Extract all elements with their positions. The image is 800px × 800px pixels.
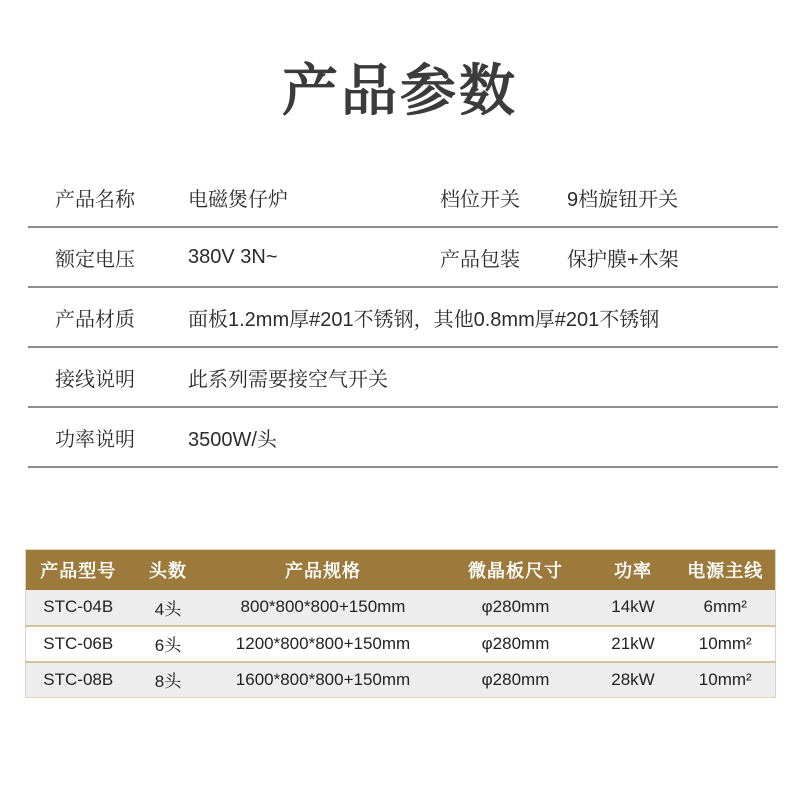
spec-label: 额定电压 xyxy=(55,248,135,271)
cell-plate: φ280mm xyxy=(441,626,591,662)
cell-size: 800*800*800+150mm xyxy=(206,590,441,626)
cell-heads: 4头 xyxy=(131,590,206,626)
spec-row-product-name xyxy=(28,168,778,228)
cell-size: 1600*800*800+150mm xyxy=(206,662,441,698)
spec-list xyxy=(28,168,778,468)
spec-row-wiring xyxy=(28,348,778,408)
spec-value: 3500W/头 xyxy=(188,428,277,451)
header-cell-model: 产品型号 xyxy=(26,550,131,590)
cell-heads: 6头 xyxy=(131,626,206,662)
params-table-wrap xyxy=(25,549,775,698)
cell-wire: 10mm² xyxy=(676,626,776,662)
cell-power: 21kW xyxy=(591,626,676,662)
table-row xyxy=(26,662,776,698)
spec-value: 电磁煲仔炉 xyxy=(188,188,288,211)
table-row xyxy=(26,590,776,626)
spec-label: 功率说明 xyxy=(55,428,135,451)
cell-power: 14kW xyxy=(591,590,676,626)
page-title: 产品参数 xyxy=(282,59,518,122)
spec-value: 380V 3N~ xyxy=(188,245,278,268)
cell-model: STC-06B xyxy=(26,626,131,662)
cell-wire: 10mm² xyxy=(676,662,776,698)
spec-label: 产品材质 xyxy=(55,308,135,331)
cell-model: STC-08B xyxy=(26,662,131,698)
spec-label: 产品名称 xyxy=(55,188,135,211)
spec-value: 保护膜+木架 xyxy=(567,248,679,271)
cell-size: 1200*800*800+150mm xyxy=(206,626,441,662)
cell-plate: φ280mm xyxy=(441,662,591,698)
params-table xyxy=(25,549,776,698)
spec-value: 9档旋钮开关 xyxy=(567,188,679,211)
header-cell-power: 功率 xyxy=(591,550,676,590)
spec-value: 面板1.2mm厚#201不锈钢，其他0.8mm厚#201不锈钢 xyxy=(188,308,660,331)
table-header-row xyxy=(26,550,776,590)
header-cell-plate: 微晶板尺寸 xyxy=(441,550,591,590)
header-cell-size: 产品规格 xyxy=(206,550,441,590)
cell-plate: φ280mm xyxy=(441,590,591,626)
header-cell-wire: 电源主线 xyxy=(676,550,776,590)
spec-row-material xyxy=(28,288,778,348)
spec-label: 接线说明 xyxy=(55,368,135,391)
spec-row-rated-voltage xyxy=(28,228,778,288)
cell-power: 28kW xyxy=(591,662,676,698)
cell-wire: 6mm² xyxy=(676,590,776,626)
header-cell-heads: 头数 xyxy=(131,550,206,590)
spec-row-power-note xyxy=(28,408,778,468)
cell-heads: 8头 xyxy=(131,662,206,698)
table-row xyxy=(26,626,776,662)
spec-value: 此系列需要接空气开关 xyxy=(188,368,388,391)
cell-model: STC-04B xyxy=(26,590,131,626)
spec-label: 产品包装 xyxy=(440,248,520,271)
spec-label: 档位开关 xyxy=(440,188,520,211)
